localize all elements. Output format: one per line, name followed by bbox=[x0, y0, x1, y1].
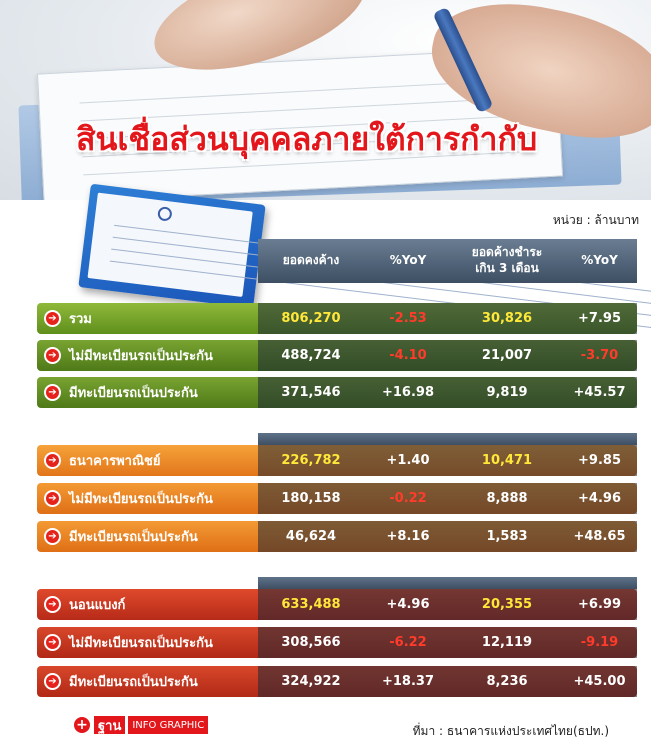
cell-outstanding: 180,158 bbox=[258, 483, 364, 514]
cell-overdue: 10,471 bbox=[452, 445, 562, 476]
cell-yoy: +8.16 bbox=[364, 521, 452, 552]
arrow-right-icon: ➔ bbox=[44, 310, 61, 327]
cell-overdue: 12,119 bbox=[452, 627, 562, 658]
cell-overdue: 30,826 bbox=[452, 303, 562, 334]
arrow-right-icon: ➔ bbox=[44, 528, 61, 545]
header-photo bbox=[0, 0, 651, 200]
row-label: มีทะเบียนรถเป็นประกัน bbox=[69, 675, 198, 690]
cell-yoy: -3.70 bbox=[562, 340, 637, 371]
cell-yoy: +1.40 bbox=[364, 445, 452, 476]
plus-icon: + bbox=[74, 717, 90, 733]
table-row bbox=[37, 340, 637, 371]
cell-overdue: 9,819 bbox=[452, 377, 562, 408]
cell-yoy: +9.85 bbox=[562, 445, 637, 476]
arrow-right-icon: ➔ bbox=[44, 347, 61, 364]
table-row bbox=[37, 377, 637, 408]
row-label: ไม่มีทะเบียนรถเป็นประกัน bbox=[69, 492, 213, 507]
table-row bbox=[37, 627, 637, 658]
column-overdue-line2: เกิน 3 เดือน bbox=[475, 261, 539, 275]
unit-note: หน่วย : ล้านบาท bbox=[552, 213, 639, 227]
brand-tag: INFO GRAPHIC bbox=[128, 716, 208, 734]
cell-outstanding: 46,624 bbox=[258, 521, 364, 552]
cell-yoy: +7.95 bbox=[562, 303, 637, 334]
cell-overdue: 8,888 bbox=[452, 483, 562, 514]
cell-yoy: -4.10 bbox=[364, 340, 452, 371]
cell-outstanding: 371,546 bbox=[258, 377, 364, 408]
row-label: รวม bbox=[69, 312, 92, 327]
vehicle-registration-book-image bbox=[78, 184, 265, 309]
cell-yoy: +4.96 bbox=[562, 483, 637, 514]
group-divider bbox=[258, 433, 637, 445]
cell-yoy: +16.98 bbox=[364, 377, 452, 408]
column-overdue bbox=[452, 239, 562, 283]
column-yoy-overdue: %YoY bbox=[581, 253, 618, 268]
row-label: ธนาคารพาณิชย์ bbox=[69, 454, 161, 469]
brand-name: ฐาน bbox=[94, 716, 125, 734]
arrow-right-icon: ➔ bbox=[44, 384, 61, 401]
table-header bbox=[258, 239, 637, 283]
cell-outstanding: 324,922 bbox=[258, 666, 364, 697]
cell-yoy: +45.00 bbox=[562, 666, 637, 697]
column-yoy-outstanding: %YoY bbox=[389, 253, 427, 268]
arrow-right-icon: ➔ bbox=[44, 452, 61, 469]
brand-logo bbox=[74, 716, 208, 734]
cell-overdue: 20,355 bbox=[452, 589, 562, 620]
column-overdue-line1: ยอดค้างชำระ bbox=[471, 245, 543, 260]
table-row bbox=[37, 589, 637, 620]
row-label: ไม่มีทะเบียนรถเป็นประกัน bbox=[69, 636, 213, 651]
cell-yoy: -2.53 bbox=[364, 303, 452, 334]
group-divider bbox=[258, 577, 637, 589]
cell-overdue: 8,236 bbox=[452, 666, 562, 697]
table-row bbox=[37, 303, 637, 334]
seal-icon bbox=[157, 206, 173, 222]
page-title: สินเชื่อส่วนบุคคลภายใต้การกำกับ bbox=[76, 120, 538, 158]
cell-yoy: -9.19 bbox=[562, 627, 637, 658]
cell-yoy: +6.99 bbox=[562, 589, 637, 620]
arrow-right-icon: ➔ bbox=[44, 673, 61, 690]
column-outstanding: ยอดคงค้าง bbox=[282, 253, 340, 268]
cell-yoy: +4.96 bbox=[364, 589, 452, 620]
arrow-right-icon: ➔ bbox=[44, 596, 61, 613]
table-row bbox=[37, 445, 637, 476]
cell-outstanding: 633,488 bbox=[258, 589, 364, 620]
table-row bbox=[37, 666, 637, 697]
cell-yoy: +18.37 bbox=[364, 666, 452, 697]
source-note: ที่มา : ธนาคารแห่งประเทศไทย(ธปท.) bbox=[412, 724, 609, 738]
cell-outstanding: 488,724 bbox=[258, 340, 364, 371]
arrow-right-icon: ➔ bbox=[44, 490, 61, 507]
cell-outstanding: 806,270 bbox=[258, 303, 364, 334]
cell-overdue: 21,007 bbox=[452, 340, 562, 371]
cell-yoy: -6.22 bbox=[364, 627, 452, 658]
row-label: ไม่มีทะเบียนรถเป็นประกัน bbox=[69, 349, 213, 364]
cell-yoy: +48.65 bbox=[562, 521, 637, 552]
row-label: นอนแบงก์ bbox=[69, 598, 126, 613]
arrow-right-icon: ➔ bbox=[44, 634, 61, 651]
row-label: มีทะเบียนรถเป็นประกัน bbox=[69, 530, 198, 545]
cell-outstanding: 308,566 bbox=[258, 627, 364, 658]
table-row bbox=[37, 521, 637, 552]
cell-overdue: 1,583 bbox=[452, 521, 562, 552]
cell-yoy: -0.22 bbox=[364, 483, 452, 514]
cell-outstanding: 226,782 bbox=[258, 445, 364, 476]
table-row bbox=[37, 483, 637, 514]
row-label: มีทะเบียนรถเป็นประกัน bbox=[69, 386, 198, 401]
cell-yoy: +45.57 bbox=[562, 377, 637, 408]
